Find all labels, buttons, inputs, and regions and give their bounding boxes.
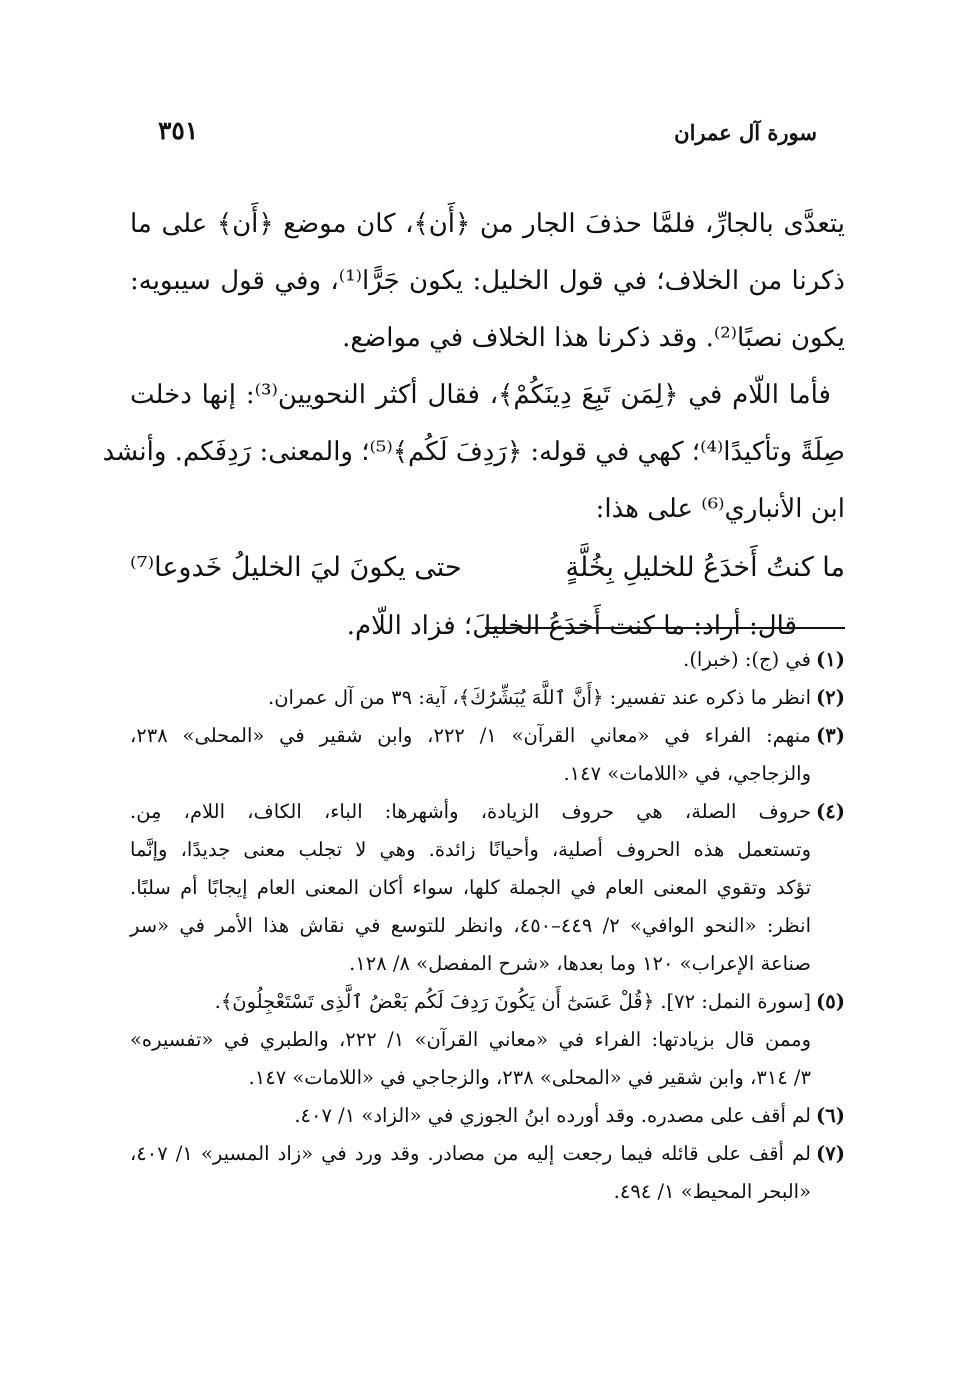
footnote-continuation: انظر: «النحو الوافي» ٢/ ٤٤٩–٤٥٠، وانظر للتوسع في نقاش هذا الأمر في «سر [130,914,811,937]
footnote-number: (٣) [816,724,845,747]
main-text [102,196,845,655]
footnote-1 [130,641,845,679]
footnote-text: لم أقف على قائله فيما رجعت إليه من مصادر. وقد ورد في «زاد المسير» ١/ ٤٠٧، [130,1142,811,1165]
footnotes [130,641,845,1211]
footnote-7 [130,1135,845,1173]
footnote-number: (١) [816,648,845,671]
footnote-2 [130,679,845,717]
verse-left-hemistich: حتى يكونَ ليَ الخليلُ خَدوعا⁽⁷⁾ [130,552,462,583]
footnote-number: (٧) [816,1142,845,1165]
footnote-continuation: وتستعمل هذه الحروف أصلية، وأحيانًا زائدة. وهي لا تجلب معنى جديدًا، وإنَّما [130,838,811,861]
verse-right-hemistich: ما كنتُ أَخدَعُ للخليلِ بِخُلَّةٍ [565,552,845,583]
footnote-text: لم أقف على مصدره. وقد أورده ابنُ الجوزي في «الزاد» ١/ ٤٠٧. [294,1104,811,1127]
footnote-3 [130,717,845,755]
text-line: يكون نصبًا⁽²⁾. وقد ذكرنا هذا الخلاف في مواضع. [342,323,845,353]
text-line: فأما اللّام في ﴿لِمَن تَبِعَ دِينَكُمْ﴾، فقال أكثر النحويين⁽³⁾: إنها دخلت [130,380,831,410]
running-title: سورة آل عمران [674,120,817,145]
footnote-text: انظر ما ذكره عند تفسير: ﴿أَنَّ ٱللَّهَ يُبَشِّرُكَ﴾، آية: ٣٩ من آل عمران. [268,686,811,709]
footnote-number: (٥) [816,990,845,1013]
page-number: ٣٥١ [158,116,199,145]
footnote-continuation: تؤكد وتقوي المعنى العام في الجملة كلها، سواء أكان المعنى العام إيجابًا أم سلبًا. [130,876,811,899]
text-line: قال: أراد: ما كنت أَخدَعُ الخليلَ؛ فزاد اللّام. [346,611,797,641]
footnote-number: (٦) [816,1104,845,1127]
footnote-5 [130,983,845,1021]
footnote-6 [130,1097,845,1135]
poetry-verse [130,538,845,598]
footnote-text: منهم: الفراء في «معاني القرآن» ١/ ٢٢٢، وابن شقير في «المحلى» ٢٣٨، [130,724,811,747]
footnote-text: [سورة النمل: ٧٢]. ﴿قُلْ عَسَىٰٓ أَن يَكُونَ رَدِفَ لَكُم بَعْضُ ٱلَّذِى تَسْتَعْجِلُونَ﴾. [214,990,811,1013]
footnote-text: حروف الصلة، هي حروف الزيادة، وأشهرها: الباء، الكاف، اللام، مِن. [130,800,811,823]
text-line: يتعدَّى بالجارِّ، فلمَّا حذفَ الجار من ﴿أَن﴾، كان موضع ﴿أَن﴾ على ما [130,209,845,239]
footnote-continuation: وممن قال بزيادتها: الفراء في «معاني القرآن» ١/ ٢٢٢، والطبري في «تفسيره» [130,1028,811,1051]
text-line: ذكرنا من الخلاف؛ في قول الخليل: يكون جَرًّا⁽¹⁾، وفي قول سيبويه: [130,266,845,296]
footnote-separator [485,627,845,629]
footnote-continuation: «البحر المحيط» ١/ ٤٩٤. [613,1180,811,1203]
footnote-number: (٤) [816,800,845,823]
footnote-4 [130,793,845,831]
footnote-continuation: والزجاجي، في «اللامات» ١٤٧. [563,762,811,785]
footnote-text: في (ج): (خبرا). [683,648,811,671]
footnote-continuation: صناعة الإعراب» ١٢٠ وما بعدها، «شرح المفصل» ٨/ ١٢٨. [349,952,811,975]
text-line: ابن الأنباري⁽⁶⁾ على هذا: [595,494,845,524]
footnote-continuation: ٣/ ٣١٤، وابن شقير في «المحلى» ٢٣٨، والزجاجي في «اللامات» ١٤٧. [248,1066,811,1089]
text-line: صِلَةً وتأكيدًا⁽⁴⁾؛ كهي في قوله: ﴿رَدِفَ لَكُم﴾⁽⁵⁾؛ والمعنى: رَدِفَكم. وأنشد [102,437,845,467]
footnote-number: (٢) [816,686,845,709]
